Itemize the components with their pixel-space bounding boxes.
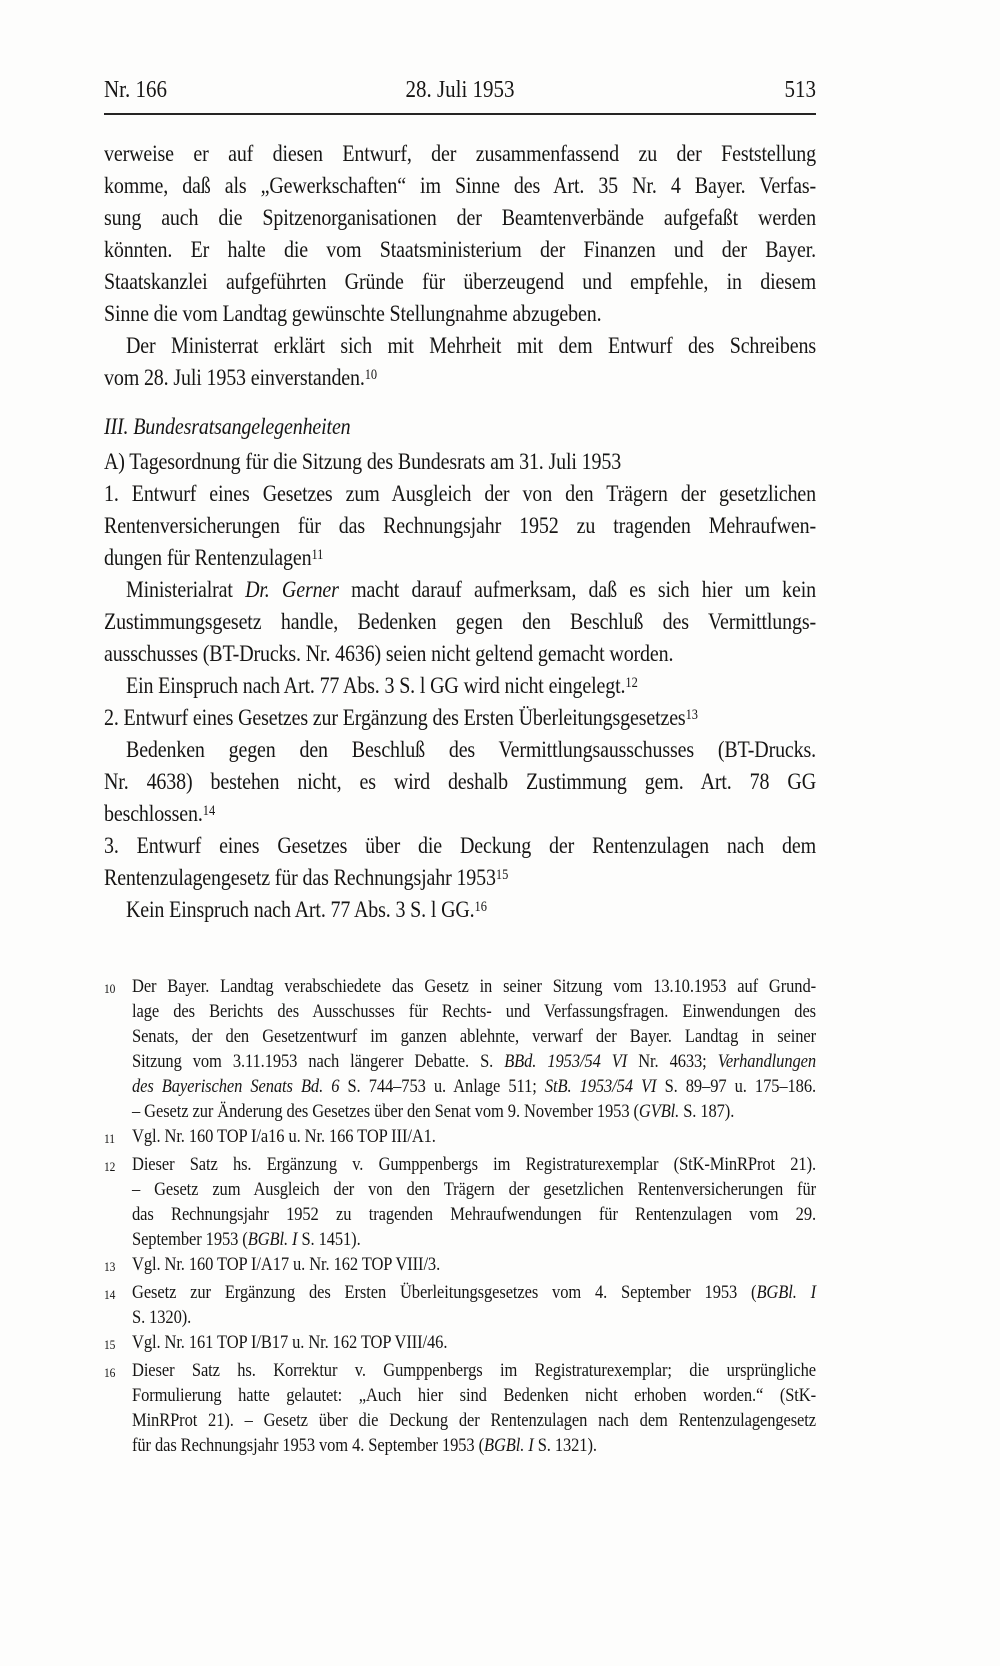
footnote-line	[132, 1430, 816, 1459]
text-run: S. 1321).	[533, 1433, 597, 1456]
footnote-ref: 15	[495, 865, 509, 883]
text-run: Zustimmungsgesetz handle, Bedenken gegen den Beschluß des Vermittlungs-	[104, 609, 816, 635]
footnote-number: 15	[104, 1338, 116, 1353]
text-run: beschlossen.	[104, 801, 203, 827]
footnote-line	[132, 1121, 816, 1150]
text-run: Ein Einspruch nach Art. 77 Abs. 3 S. l GG wird nicht eingelegt.	[126, 673, 626, 699]
text-run: S. 744–753 u. Anlage 511;	[339, 1074, 545, 1097]
italic-run: Dr. Gerner	[245, 577, 339, 603]
footnote-text	[132, 973, 816, 1123]
footnotes	[104, 973, 816, 1457]
text-run: MinRProt 21). – Gesetz über die Deckung der Rentenzulagen nach dem Rentenzulagengesetz	[132, 1408, 816, 1431]
text-run: ausschusses (BT-Drucks. Nr. 4636) seien nicht geltend gemacht worden.	[104, 641, 674, 667]
footnote-ref: 11	[311, 545, 324, 563]
footnote	[104, 1329, 816, 1357]
text-run: Senats, der den Gesetzentwurf im ganzen ablehnte, verwarf der Bayer. Landtag in seiner	[132, 1024, 816, 1047]
footnote-line	[132, 1249, 816, 1278]
footnote-number: 14	[104, 1288, 116, 1303]
body-text	[104, 138, 816, 926]
text-run: komme, daß als „Gewerkschaften“ im Sinne des Art. 35 Nr. 4 Bayer. Verfas-	[104, 173, 816, 199]
text-run: könnten. Er halte die vom Staatsministerium der Finanzen und der Bayer.	[104, 237, 816, 263]
footnote-text	[132, 1251, 816, 1279]
text-run: verweise er auf diesen Entwurf, der zusammenfassend zu der Feststellung	[104, 141, 816, 167]
footnote-ref: 16	[474, 897, 487, 915]
footnote-text	[132, 1279, 816, 1329]
text-run: S. 187).	[679, 1099, 735, 1122]
italic-run: Verhandlungen	[717, 1049, 816, 1072]
body-line	[104, 359, 816, 397]
text-run: 2. Entwurf eines Gesetzes zur Ergänzung des Ersten Überleitungsgesetzes	[104, 705, 686, 731]
footnote	[104, 1357, 816, 1457]
text-run: das Rechnungsjahr 1952 zu tragenden Mehraufwendungen für Rentenzulagen vom 29.	[132, 1202, 816, 1225]
text-run: für das Rechnungsjahr 1953 vom 4. September 1953 (	[132, 1433, 484, 1456]
text-run: Vgl. Nr. 161 TOP I/B17 u. Nr. 162 TOP VIII/46.	[132, 1330, 448, 1353]
body-line	[104, 891, 816, 929]
footnote-text	[132, 1357, 816, 1457]
italic-run: BGBl. I	[483, 1433, 534, 1456]
footnote-line	[132, 1327, 816, 1356]
footnote-number: 13	[104, 1260, 116, 1275]
text-run: lage des Berichts des Ausschusses für Rechts- und Verfassungsfragen. Einwendungen des	[132, 999, 816, 1022]
text-run: Vgl. Nr. 160 TOP I/a16 u. Nr. 166 TOP III/A1.	[132, 1124, 436, 1147]
text-run: Dieser Satz hs. Ergänzung v. Gumppenbergs im Registraturexemplar (StK-MinRProt 21).	[132, 1152, 816, 1175]
footnote-ref: 10	[364, 365, 378, 383]
footnote-number: 10	[104, 982, 116, 997]
text-run: S. 1320).	[132, 1305, 192, 1328]
footnote	[104, 1251, 816, 1279]
text-run: Der Ministerrat erklärt sich mit Mehrheit mit dem Entwurf des Schreibens	[126, 333, 816, 359]
text-run: Sinne die vom Landtag gewünschte Stellungnahme abzugeben.	[104, 301, 602, 327]
footnote	[104, 1151, 816, 1251]
italic-run: BGBl. I	[247, 1227, 298, 1250]
footnote-text	[132, 1123, 816, 1151]
footnote-ref: 13	[685, 705, 698, 723]
footnote	[104, 973, 816, 1123]
header-rule	[104, 113, 816, 115]
page-number: 513	[784, 75, 816, 103]
text-run: – Gesetz zur Änderung des Gesetzes über den Senat vom 9. November 1953 (	[132, 1099, 639, 1122]
footnote	[104, 1279, 816, 1329]
text-run: Nr. 4638) bestehen nicht, es wird deshalb Zustimmung gem. Art. 78 GG	[104, 769, 816, 795]
footnote-number: 12	[104, 1160, 116, 1175]
italic-run: BBd. 1953/54 VI	[504, 1049, 628, 1072]
document-date: 28. Juli 1953	[405, 75, 515, 103]
text-run: S. 89–97 u. 175–186.	[656, 1074, 816, 1097]
text-run: Rentenzulagengesetz für das Rechnungsjahr 1953	[104, 865, 496, 891]
footnote-text	[132, 1329, 816, 1357]
section-heading	[104, 408, 816, 446]
footnote-number: 16	[104, 1366, 116, 1381]
text-run: Sitzung vom 3.11.1953 nach längerer Debatte. S.	[132, 1049, 505, 1072]
text-run: Staatskanzlei aufgeführten Gründe für überzeugend und empfehle, in diesem	[104, 269, 816, 295]
footnote	[104, 1123, 816, 1151]
text-run: Kein Einspruch nach Art. 77 Abs. 3 S. l GG.	[126, 897, 475, 923]
text-run: Bedenken gegen den Beschluß des Vermittlungsausschusses (BT-Drucks.	[126, 737, 816, 763]
text-run: 3. Entwurf eines Gesetzes über die Deckung der Rentenzulagen nach dem	[104, 833, 816, 859]
text-run: Der Bayer. Landtag verabschiedete das Gesetz in seiner Sitzung vom 13.10.1953 auf Grund-	[132, 974, 816, 997]
italic-run: StB. 1953/54 VI	[544, 1074, 657, 1097]
text-run: 1. Entwurf eines Gesetzes zum Ausgleich der von den Trägern der gesetzlichen	[104, 481, 816, 507]
text-run: Gesetz zur Ergänzung des Ersten Überleitungsgesetzes vom 4. September 1953 (	[132, 1280, 757, 1303]
text-run: Vgl. Nr. 160 TOP I/A17 u. Nr. 162 TOP VIII/3.	[132, 1252, 441, 1275]
text-run: September 1953 (	[132, 1227, 248, 1250]
document-number: Nr. 166	[104, 75, 167, 103]
text-run: vom 28. Juli 1953 einverstanden.	[104, 365, 365, 391]
text-run: Ministerialrat	[126, 577, 246, 603]
text-run: macht darauf aufmerksam, daß es sich hier um kein	[338, 577, 816, 603]
footnote-ref: 14	[202, 801, 216, 819]
text-run: sung auch die Spitzenorganisationen der Beamtenverbände aufgefaßt werden	[104, 205, 816, 231]
running-head	[104, 75, 816, 104]
text-run: Nr. 4633;	[627, 1049, 718, 1072]
italic-run: BGBl. I	[756, 1280, 816, 1303]
italic-run: III. Bundesratsangelegenheiten	[104, 414, 351, 440]
italic-run: GVBl.	[638, 1099, 680, 1122]
text-run: – Gesetz zum Ausgleich der von den Trägern der gesetzlichen Rentenversicherungen für	[132, 1177, 816, 1200]
text-run: Rentenversicherungen für das Rechnungsjahr 1952 zu tragenden Mehraufwen-	[104, 513, 816, 539]
footnote-text	[132, 1151, 816, 1251]
footnote-number: 11	[104, 1132, 115, 1147]
italic-run: des Bayerischen Senats Bd. 6	[132, 1074, 340, 1097]
text-run: dungen für Rentenzulagen	[104, 545, 312, 571]
text-run: A) Tagesordnung für die Sitzung des Bundesrats am 31. Juli 1953	[104, 449, 622, 475]
page-header	[104, 75, 816, 115]
text-run: S. 1451).	[297, 1227, 361, 1250]
text-run: Formulierung hatte gelautet: „Auch hier sind Bedenken nicht erhoben worden.“ (StK-	[132, 1383, 816, 1406]
footnote-ref: 12	[625, 673, 638, 691]
text-run: Dieser Satz hs. Korrektur v. Gumppenbergs im Registraturexemplar; die ursprüngliche	[132, 1358, 816, 1381]
